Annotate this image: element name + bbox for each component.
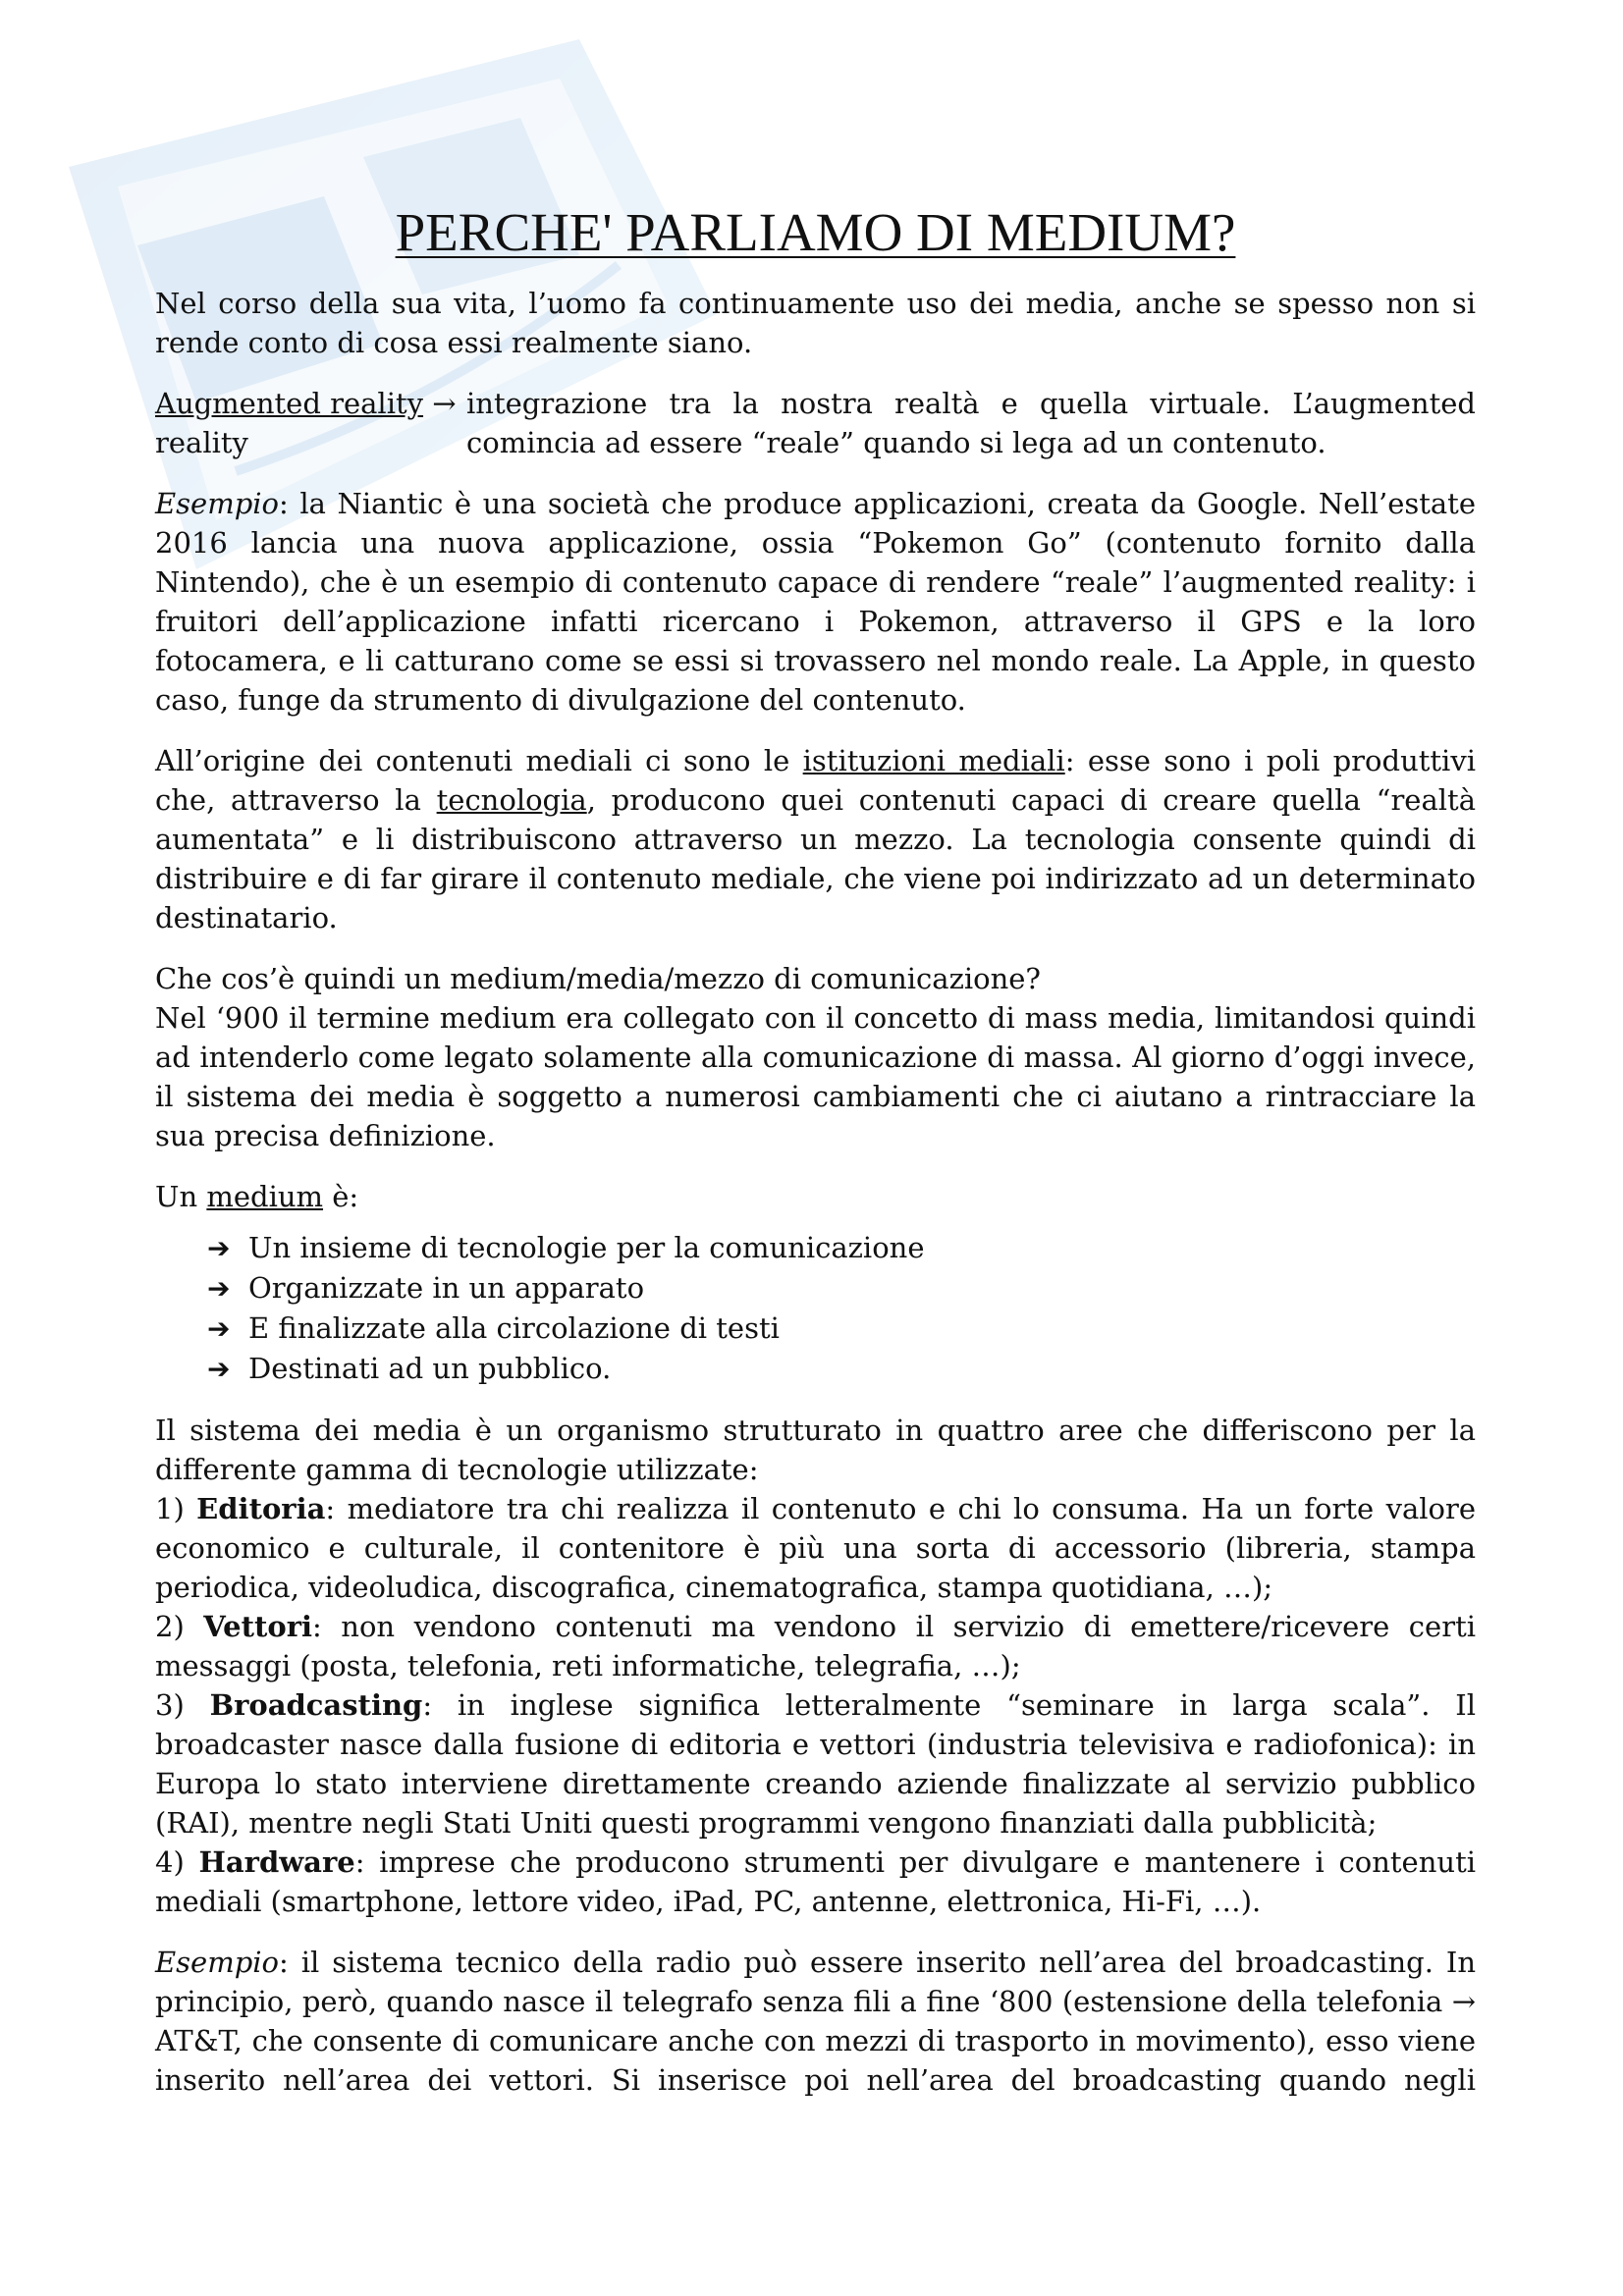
- augmented-reality-term-continued: reality: [155, 426, 248, 459]
- tecnologia-term: tecnologia: [436, 783, 587, 817]
- origin-paragraph: All’origine dei contenuti mediali ci sono le istituzioni mediali: esse sono i poli produttivi che, attraverso la tecnologia, producono quei contenuti capaci di creare quella “realtà aumentata” e li distribuiscono attraverso un mezzo. La tecnologia consente quindi di distribuire e di far girare il contenuto mediale, che viene poi indirizzato ad un determinato destinatario.: [155, 744, 1476, 934]
- list-item: ➔ Un insieme di tecnologie per la comunicazione: [207, 1228, 1476, 1268]
- arrow-right-icon: ➔: [207, 1232, 231, 1264]
- area-vettori: 2) Vettori: non vendono contenuti ma vendono il servizio di emettere/ricevere certi messaggi (posta, telefonia, reti informatiche, telegrafia, …);: [155, 1610, 1477, 1682]
- arrow-right-icon: ➔: [207, 1312, 231, 1345]
- augmented-reality-definition: [155, 384, 1476, 462]
- list-item: ➔ Destinati ad un pubblico.: [207, 1349, 1476, 1389]
- history-paragraph: Nel ‘900 il termine medium era collegato con il concetto di mass media, limitandosi quindi ad intenderlo come legato solamente alla comunicazione di massa. Al giorno d’oggi invece, il sistema dei media è soggetto a numerosi cambiamenti che ci aiutano a rintracciare la sua precisa definizione.: [155, 1001, 1476, 1152]
- question-line: Che cos’è quindi un medium/media/mezzo di comunicazione?: [155, 962, 1041, 995]
- medium-characteristics-list: [155, 1228, 1476, 1389]
- area-hardware: 4) Hardware: imprese che producono strumenti per divulgare e mantenere i contenuti mediali (smartphone, lettore video, iPad, PC, antenne, elettronica, Hi-Fi, …).: [155, 1845, 1476, 1918]
- augmented-reality-text-1: integrazione tra la nostra realtà e quella virtuale. L’augmented: [466, 387, 1476, 420]
- media-system-section: [155, 1411, 1476, 1921]
- example-label: Esempio: [155, 1946, 280, 1979]
- page-title: PERCHE' PARLIAMO DI MEDIUM?: [395, 202, 1236, 262]
- example-paragraph-2: Esempio: il sistema tecnico della radio può essere inserito nell’area del broadcasting. In principio, però, quando nasce il telegrafo senza fili a fine ‘800 (estensione della telefonia → AT&T, che consente di comunicare anche con mezzi di trasporto in movimento), esso viene inserito nell’area dei vettori. Si inserisce poi nell’area del broadcasting quando negli: [155, 1946, 1476, 2097]
- medium-definition-line: Un medium è:: [155, 1180, 359, 1213]
- area-broadcasting: 3) Broadcasting: in inglese significa letteralmente “seminare in larga scala”. Il broadcaster nasce dalla fusione di editoria e vettori (industria televisiva e radiofonica): in Europa lo stato interviene direttamente creando aziende finalizzate al servizio pubblico (RAI), mentre negli Stati Uniti questi programmi vengono finanziati dalla pubblicità;: [155, 1688, 1476, 1840]
- augmented-reality-term: Augmented reality: [155, 387, 424, 420]
- area-editoria: 1) Editoria: mediatore tra chi realizza il contenuto e chi lo consuma. Ha un forte valore economico e culturale, il contenitore è più una sorta di accessorio (libreria, stampa periodica, videoludica, discografica, cinematografica, stampa quotidiana, …);: [155, 1492, 1476, 1604]
- media-system-intro: Il sistema dei media è un organismo strutturato in quattro aree che differiscono per la differente gamma di tecnologie utilizzate:: [155, 1414, 1476, 1486]
- document-page: [155, 201, 1476, 2121]
- intro-paragraph: Nel corso della sua vita, l’uomo fa continuamente uso dei media, anche se spesso non si rende conto di cosa essi realmente siano.: [155, 287, 1476, 359]
- example-label: Esempio: [155, 487, 280, 520]
- arrow-icon: →: [432, 387, 457, 420]
- list-item: ➔ Organizzate in un apparato: [207, 1268, 1476, 1308]
- arrow-right-icon: ➔: [207, 1353, 231, 1385]
- istituzioni-mediali-term: istituzioni mediali: [802, 744, 1065, 777]
- augmented-reality-text-2: comincia ad essere “reale” quando si lega ad un contenuto.: [466, 426, 1326, 459]
- medium-term: medium: [206, 1180, 324, 1213]
- list-item: ➔ E finalizzate alla circolazione di testi: [207, 1308, 1476, 1349]
- example-paragraph-1: Esempio: la Niantic è una società che produce applicazioni, creata da Google. Nell’estate 2016 lancia una nuova applicazione, ossia “Pokemon Go” (contenuto fornito dalla Nintendo), che è un esempio di contenuto capace di rendere “reale” l’augmented reality: i fruitori dell’applicazione infatti ricercano i Pokemon, attraverso il GPS e la loro fotocamera, e li catturano come se essi si trovassero nel mondo reale. La Apple, in questo caso, funge da strumento di divulgazione del contenuto.: [155, 487, 1476, 717]
- arrow-right-icon: ➔: [207, 1272, 231, 1305]
